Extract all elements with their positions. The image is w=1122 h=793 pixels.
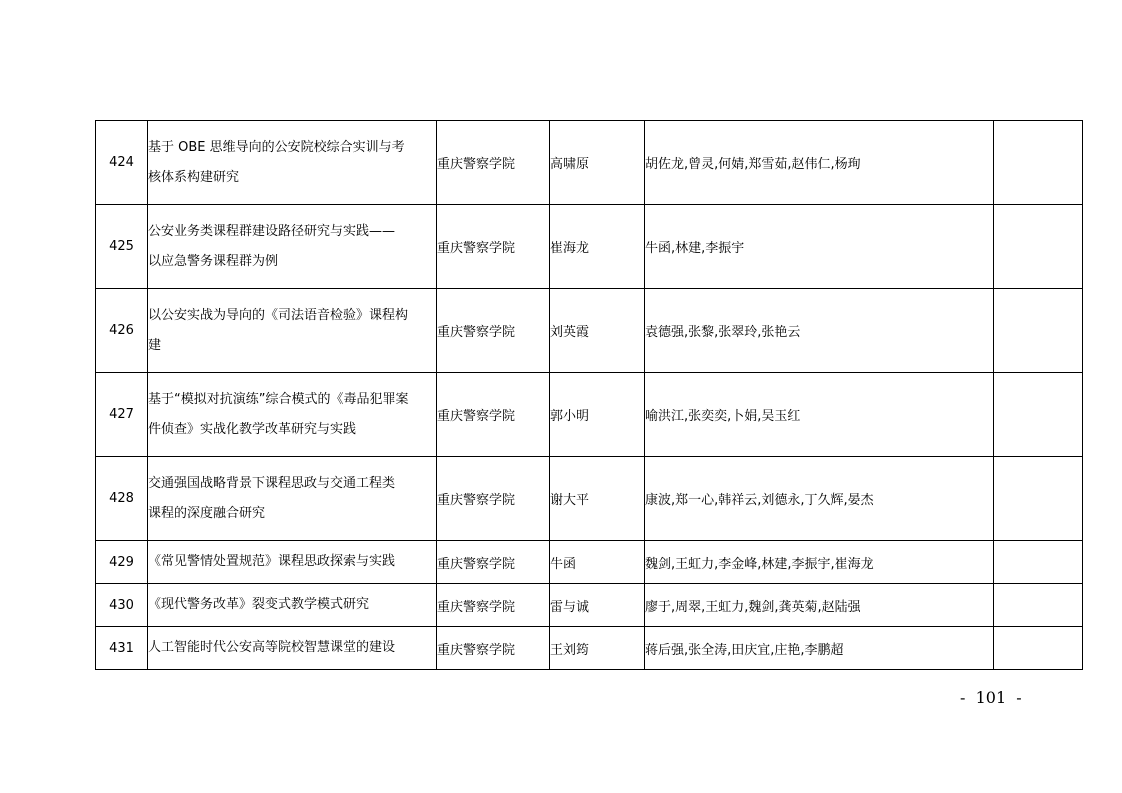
project-title-line: 公安业务类课程群建设路径研究与实践—— <box>148 223 396 239</box>
table-row <box>96 541 1083 584</box>
project-title-line: 《现代警务改革》裂变式教学模式研究 <box>148 597 370 612</box>
table-row <box>96 457 1083 541</box>
project-title <box>148 457 437 541</box>
school-name: 重庆警察学院 <box>437 205 550 289</box>
school-name: 重庆警察学院 <box>437 121 550 205</box>
project-title-line: 基于 OBE 思维导向的公安院校综合实训与考 <box>148 139 405 155</box>
team-members: 蒋后强,张全涛,田庆宜,庄艳,李鹏超 <box>645 627 994 670</box>
project-title-line: 核体系构建研究 <box>148 169 240 185</box>
project-leader: 谢大平 <box>550 457 645 541</box>
row-number: 429 <box>96 541 148 584</box>
row-number: 430 <box>96 584 148 627</box>
project-title-line: 基于“模拟对抗演练”综合模式的《毒品犯罪案 <box>148 391 409 407</box>
note-cell <box>994 121 1083 205</box>
project-leader: 崔海龙 <box>550 205 645 289</box>
row-number: 425 <box>96 205 148 289</box>
project-title <box>148 627 437 670</box>
project-leader: 雷与诚 <box>550 584 645 627</box>
table-row <box>96 584 1083 627</box>
project-title <box>148 541 437 584</box>
note-cell <box>994 457 1083 541</box>
project-leader: 王刘筠 <box>550 627 645 670</box>
table-row <box>96 373 1083 457</box>
note-cell <box>994 205 1083 289</box>
note-cell <box>994 541 1083 584</box>
note-cell <box>994 584 1083 627</box>
project-title-line: 以应急警务课程群为例 <box>148 253 279 269</box>
project-title-line: 人工智能时代公安高等院校智慧课堂的建设 <box>148 640 396 655</box>
project-leader: 郭小明 <box>550 373 645 457</box>
team-members: 胡佐龙,曾灵,何婧,郑雪茹,赵伟仁,杨珣 <box>645 121 994 205</box>
project-title-line: 课程的深度融合研究 <box>148 505 266 521</box>
school-name: 重庆警察学院 <box>437 289 550 373</box>
project-title <box>148 373 437 457</box>
team-members: 康波,郑一心,韩祥云,刘德永,丁久辉,晏杰 <box>645 457 994 541</box>
row-number: 427 <box>96 373 148 457</box>
team-members: 廖于,周翠,王虹力,魏剑,龚英菊,赵陆强 <box>645 584 994 627</box>
project-title <box>148 121 437 205</box>
note-cell <box>994 627 1083 670</box>
school-name: 重庆警察学院 <box>437 541 550 584</box>
team-members: 袁德强,张黎,张翠玲,张艳云 <box>645 289 994 373</box>
row-number: 431 <box>96 627 148 670</box>
project-title <box>148 205 437 289</box>
page-number: - 101 - <box>960 688 1022 707</box>
note-cell <box>994 373 1083 457</box>
team-members: 喻洪江,张奕奕,卜娟,吴玉红 <box>645 373 994 457</box>
school-name: 重庆警察学院 <box>437 627 550 670</box>
project-title-line: 件侦查》实战化教学改革研究与实践 <box>148 421 357 437</box>
school-name: 重庆警察学院 <box>437 373 550 457</box>
team-members: 魏剑,王虹力,李金峰,林建,李振宇,崔海龙 <box>645 541 994 584</box>
table-row <box>96 205 1083 289</box>
school-name: 重庆警察学院 <box>437 584 550 627</box>
table-row <box>96 627 1083 670</box>
school-name: 重庆警察学院 <box>437 457 550 541</box>
project-title <box>148 289 437 373</box>
project-title-line: 《常见警情处置规范》课程思政探索与实践 <box>148 554 396 569</box>
project-title-line: 建 <box>148 337 162 353</box>
project-leader: 刘英霞 <box>550 289 645 373</box>
project-title-line: 交通强国战略背景下课程思政与交通工程类 <box>148 475 396 491</box>
project-title-line: 以公安实战为导向的《司法语音检验》课程构 <box>148 307 409 323</box>
project-title <box>148 584 437 627</box>
row-number: 424 <box>96 121 148 205</box>
row-number: 426 <box>96 289 148 373</box>
team-members: 牛函,林建,李振宇 <box>645 205 994 289</box>
row-number: 428 <box>96 457 148 541</box>
projects-table <box>95 120 1083 670</box>
project-leader: 牛函 <box>550 541 645 584</box>
note-cell <box>994 289 1083 373</box>
table-row <box>96 289 1083 373</box>
table-row <box>96 121 1083 205</box>
project-leader: 高啸原 <box>550 121 645 205</box>
